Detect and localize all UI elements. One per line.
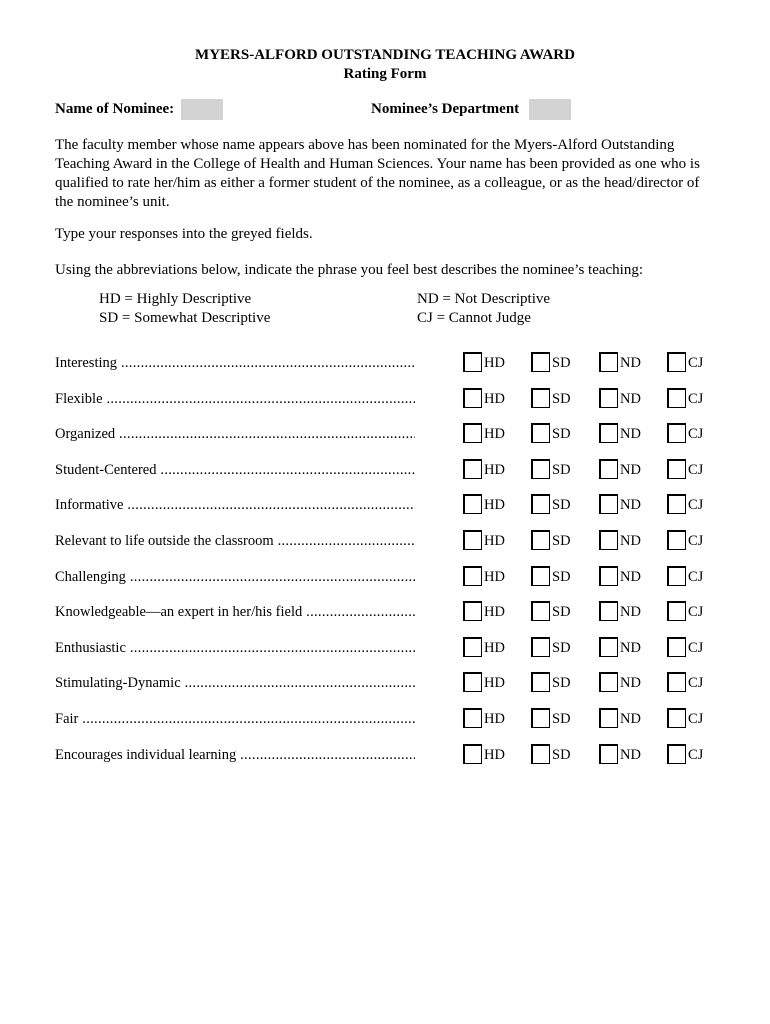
option-label: SD [552,497,571,514]
checkbox-hd[interactable] [463,494,482,514]
legend-hd: HD = Highly Descriptive [99,291,252,307]
form-title: MYERS-ALFORD OUTSTANDING TEACHING AWARD [195,47,575,63]
rating-row [0,672,770,696]
option-label: SD [552,355,571,371]
instructions-text: Type your responses into the greyed fields. [55,226,313,242]
checkbox-cj[interactable] [667,744,686,764]
checkbox-cj[interactable] [667,530,686,550]
checkbox-hd[interactable] [463,352,482,372]
option-label: ND [620,426,641,443]
option-label: HD [484,711,505,727]
criterion-label: Challenging ..... [55,569,415,586]
option-label: HD [484,355,505,371]
checkbox-hd[interactable] [463,672,482,692]
option-label: HD [484,675,505,692]
checkbox-nd[interactable] [599,388,618,408]
checkbox-hd[interactable] [463,601,482,621]
option-label: ND [620,533,641,549]
checkbox-cj[interactable] [667,708,686,728]
rating-row [0,459,770,483]
checkbox-hd[interactable] [463,708,482,728]
option-label: CJ [688,390,704,407]
rating-row [0,494,770,518]
checkbox-cj[interactable] [667,352,686,372]
nominee-name-label: Name of Nominee: [55,101,175,117]
option-label: SD [552,604,571,621]
rating-row [0,744,770,768]
checkbox-nd[interactable] [599,530,618,550]
criterion-label: Enthusiastic ..... [55,640,415,657]
checkbox-cj[interactable] [667,459,686,479]
checkbox-sd[interactable] [531,744,550,764]
option-label: SD [552,675,571,692]
option-label: CJ [688,711,704,727]
option-label: HD [484,497,505,514]
option-label: HD [484,639,505,656]
rating-row [0,637,770,661]
option-label: ND [620,711,641,727]
criterion-label: Organized ..... [55,426,415,443]
rating-row [0,388,770,412]
checkbox-nd[interactable] [599,708,618,728]
option-label: HD [484,461,505,478]
checkbox-sd[interactable] [531,637,550,657]
criterion-label: Stimulating-Dynamic ..... [55,675,415,692]
option-label: ND [620,390,641,407]
criterion-label: Flexible ..... [55,391,415,408]
option-label: ND [620,604,641,621]
checkbox-sd[interactable] [531,459,550,479]
checkbox-sd[interactable] [531,494,550,514]
option-label: HD [484,533,505,549]
checkbox-nd[interactable] [599,672,618,692]
option-label: CJ [688,604,704,621]
option-label: SD [552,746,571,763]
criterion-label: Informative ..... [55,497,415,514]
rating-row [0,601,770,625]
checkbox-nd[interactable] [599,459,618,479]
option-label: SD [552,711,571,727]
rating-row [0,423,770,447]
checkbox-sd[interactable] [531,530,550,550]
criterion-label: Encourages individual learning ..... [55,747,415,764]
option-label: CJ [688,355,704,371]
checkbox-cj[interactable] [667,566,686,586]
checkbox-nd[interactable] [599,423,618,443]
option-label: HD [484,604,505,621]
option-label: CJ [688,533,704,549]
option-label: SD [552,639,571,656]
checkbox-cj[interactable] [667,423,686,443]
checkbox-cj[interactable] [667,388,686,408]
checkbox-sd[interactable] [531,423,550,443]
option-label: CJ [688,568,704,585]
option-label: SD [552,390,571,407]
option-label: SD [552,461,571,478]
option-label: SD [552,426,571,443]
option-label: ND [620,675,641,692]
option-label: ND [620,461,641,478]
option-label: CJ [688,426,704,443]
option-label: CJ [688,639,704,656]
abbreviation-intro: Using the abbreviations below, indicate the phrase you feel best describes the nominee’s teaching: [55,262,644,278]
criterion-label: Student-Centered ..... [55,462,415,479]
option-label: HD [484,568,505,585]
checkbox-sd[interactable] [531,566,550,586]
legend-sd: SD = Somewhat Descriptive [99,310,271,326]
option-label: CJ [688,497,704,514]
legend-nd: ND = Not Descriptive [417,291,551,307]
criterion-label: Knowledgeable—an expert in her/his field ..... [55,604,415,621]
department-field[interactable] [529,99,571,120]
checkbox-sd[interactable] [531,601,550,621]
intro-paragraph: The faculty member whose name appears above has been nominated for the Myers-Alford Outstanding Teaching Award in the College of Health and Human Sciences. Your name has been provided as one who is qualified to rate her/him as either a former student of the nominee, as a colleague, or as the head/director of the nominee’s unit. [55,137,700,210]
rating-row [0,708,770,732]
checkbox-nd[interactable] [599,744,618,764]
option-label: ND [620,639,641,656]
criterion-label: Interesting ..... [55,355,415,372]
checkbox-nd[interactable] [599,601,618,621]
checkbox-hd[interactable] [463,530,482,550]
department-label: Nominee’s Department [371,101,520,117]
checkbox-nd[interactable] [599,637,618,657]
legend-cj: CJ = Cannot Judge [417,310,531,326]
form-subtitle: Rating Form [343,66,427,82]
nominee-name-field[interactable] [181,99,223,120]
rating-row [0,352,770,376]
checkbox-sd[interactable] [531,672,550,692]
checkbox-hd[interactable] [463,388,482,408]
rating-row [0,530,770,554]
checkbox-nd[interactable] [599,352,618,372]
checkbox-nd[interactable] [599,566,618,586]
option-label: CJ [688,675,704,692]
criterion-label: Relevant to life outside the classroom ..... [55,533,415,550]
checkbox-cj[interactable] [667,637,686,657]
option-label: CJ [688,746,704,763]
checkbox-nd[interactable] [599,494,618,514]
option-label: CJ [688,461,704,478]
checkbox-hd[interactable] [463,566,482,586]
checkbox-hd[interactable] [463,459,482,479]
option-label: ND [620,497,641,514]
checkbox-cj[interactable] [667,494,686,514]
checkbox-cj[interactable] [667,601,686,621]
checkbox-hd[interactable] [463,423,482,443]
option-label: HD [484,746,505,763]
checkbox-hd[interactable] [463,637,482,657]
option-label: ND [620,568,641,585]
option-label: HD [484,426,505,443]
criterion-label: Fair ..... [55,711,415,728]
checkbox-sd[interactable] [531,708,550,728]
checkbox-cj[interactable] [667,672,686,692]
checkbox-sd[interactable] [531,352,550,372]
option-label: ND [620,746,641,763]
option-label: SD [552,568,571,585]
rating-row [0,566,770,590]
option-label: SD [552,533,571,549]
option-label: ND [620,355,641,371]
checkbox-hd[interactable] [463,744,482,764]
checkbox-sd[interactable] [531,388,550,408]
option-label: HD [484,390,505,407]
